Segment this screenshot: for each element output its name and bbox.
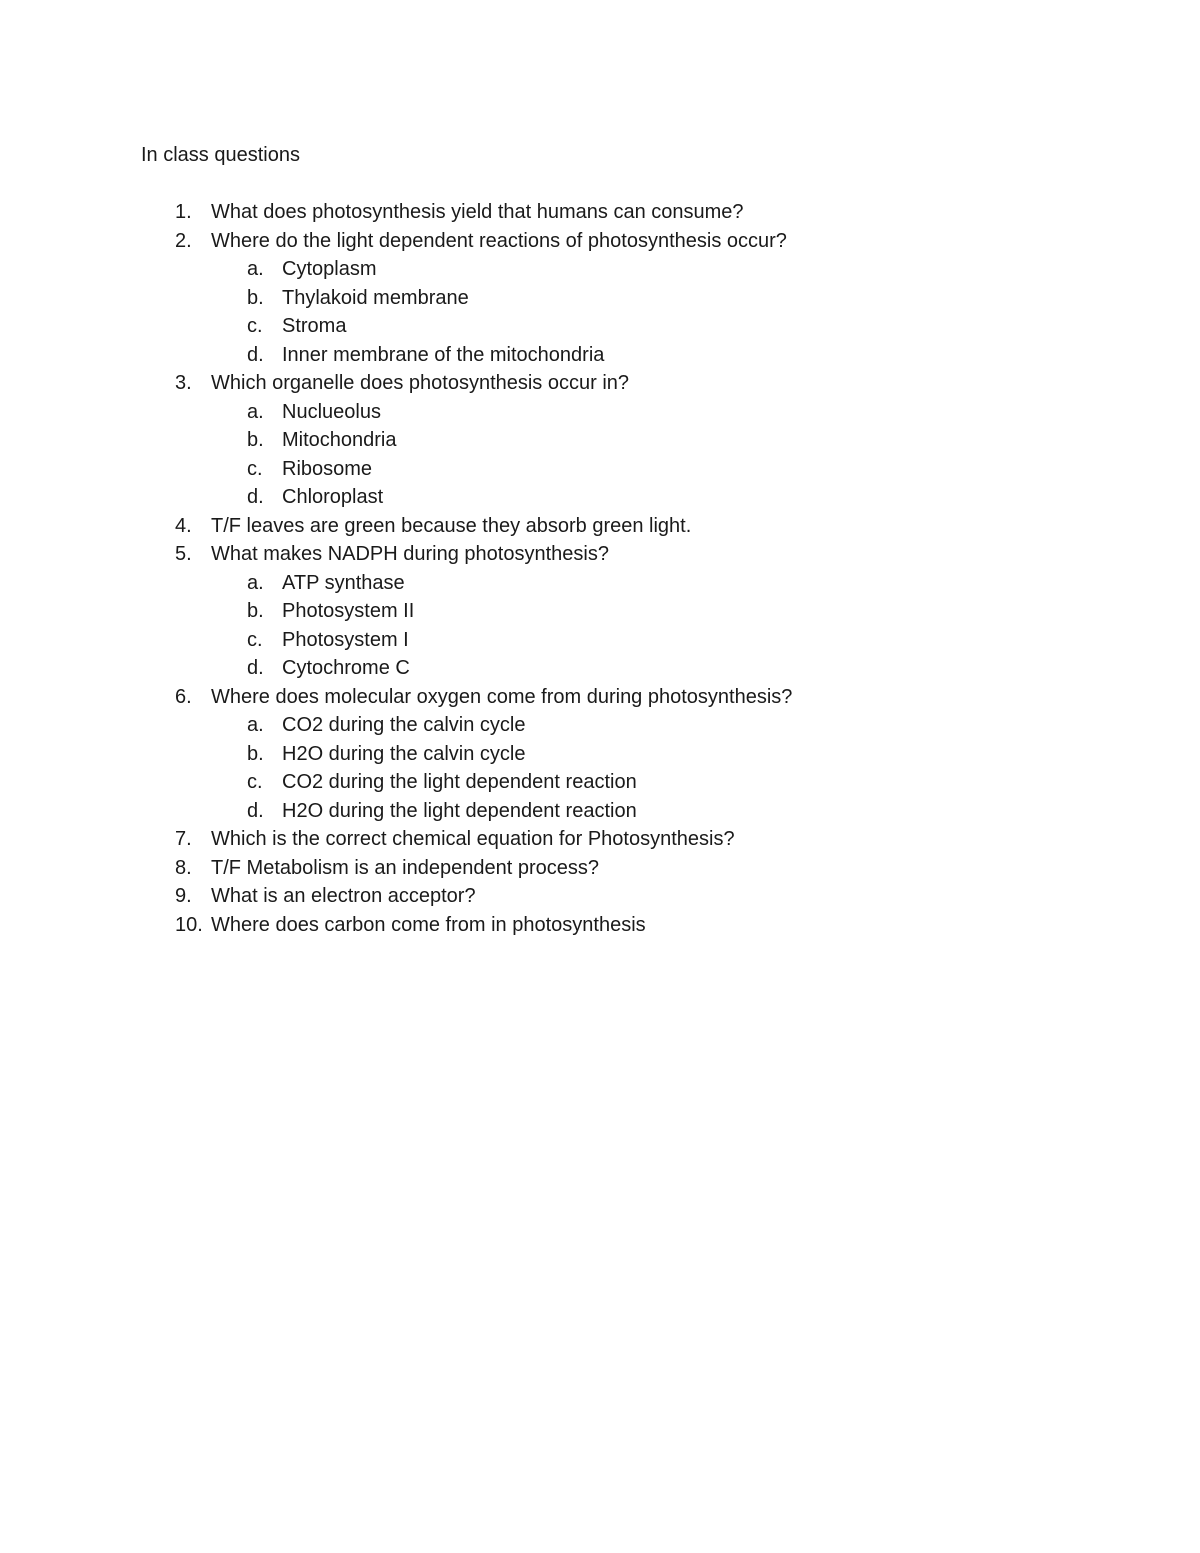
answer-option <box>0 626 1200 655</box>
option-letter: a. <box>247 571 264 594</box>
question-number: 6. <box>175 685 192 708</box>
option-letter: b. <box>247 742 264 765</box>
option-letter: d. <box>247 657 264 679</box>
answer-option <box>0 768 1200 797</box>
question-number: 4. <box>175 514 192 537</box>
question-item <box>0 683 1200 712</box>
question-number: 2. <box>175 229 192 252</box>
question-text: T/F Metabolism is an independent process? <box>211 856 599 879</box>
option-letter: b. <box>247 429 264 451</box>
option-text: Thylakoid membrane <box>282 286 469 309</box>
option-text: ATP synthase <box>282 571 405 594</box>
answer-option <box>0 711 1200 740</box>
question-number: 1. <box>175 201 192 223</box>
question-number: 7. <box>175 828 192 850</box>
option-text: Inner membrane of the mitochondria <box>282 343 605 366</box>
question-text: Where does carbon come from in photosynthesis <box>211 913 646 936</box>
question-text: What is an electron acceptor? <box>211 885 476 907</box>
option-letter: c. <box>247 628 263 651</box>
answer-option <box>0 569 1200 598</box>
question-text: Where do the light dependent reactions of photosynthesis occur? <box>211 229 787 252</box>
question-text: Where does molecular oxygen come from during photosynthesis? <box>211 685 793 708</box>
question-text: Which organelle does photosynthesis occur in? <box>211 372 630 394</box>
option-text: CO2 during the calvin cycle <box>282 714 526 736</box>
question-number: 8. <box>175 856 192 879</box>
question-number: 3. <box>175 372 192 394</box>
option-text: Chloroplast <box>282 486 384 508</box>
question-item <box>0 512 1200 541</box>
question-text: T/F leaves are green because they absorb green light. <box>211 514 692 537</box>
page-title: In class questions <box>141 144 300 166</box>
option-text: Nuclueolus <box>282 400 381 423</box>
question-item <box>0 854 1200 883</box>
option-text: Ribosome <box>282 457 373 480</box>
question-item <box>0 198 1200 227</box>
option-letter: d. <box>247 486 264 508</box>
option-text: Photosystem I <box>282 628 409 651</box>
answer-option <box>0 740 1200 769</box>
answer-option <box>0 483 1200 512</box>
option-text: H2O during the light dependent reaction <box>282 799 637 822</box>
answer-option <box>0 312 1200 341</box>
option-letter: d. <box>247 343 264 366</box>
option-letter: c. <box>247 457 263 480</box>
question-list <box>0 198 1200 939</box>
answer-option <box>0 455 1200 484</box>
question-item <box>0 227 1200 256</box>
option-text: Mitochondria <box>282 429 397 451</box>
option-text: Cytoplasm <box>282 258 377 280</box>
answer-option <box>0 284 1200 313</box>
question-number: 5. <box>175 543 192 565</box>
answer-option <box>0 341 1200 370</box>
answer-option <box>0 797 1200 826</box>
option-text: H2O during the calvin cycle <box>282 742 526 765</box>
question-text: What makes NADPH during photosynthesis? <box>211 543 609 565</box>
option-letter: b. <box>247 286 264 309</box>
option-letter: a. <box>247 714 264 736</box>
question-item <box>0 369 1200 398</box>
question-text: What does photosynthesis yield that humans can consume? <box>211 201 744 223</box>
question-number: 9. <box>175 885 192 907</box>
option-letter: d. <box>247 799 264 822</box>
answer-option <box>0 597 1200 626</box>
option-text: Stroma <box>282 315 347 337</box>
option-text: Photosystem II <box>282 600 415 622</box>
answer-option <box>0 398 1200 427</box>
option-letter: b. <box>247 600 264 622</box>
question-item <box>0 882 1200 911</box>
answer-option <box>0 654 1200 683</box>
answer-option <box>0 426 1200 455</box>
question-text: Which is the correct chemical equation for Photosynthesis? <box>211 828 735 850</box>
question-item <box>0 911 1200 940</box>
answer-option <box>0 255 1200 284</box>
question-item <box>0 825 1200 854</box>
question-item <box>0 540 1200 569</box>
option-letter: a. <box>247 400 264 423</box>
option-text: Cytochrome C <box>282 657 410 679</box>
option-text: CO2 during the light dependent reaction <box>282 771 637 793</box>
question-number: 10. <box>175 913 203 936</box>
option-letter: a. <box>247 258 264 280</box>
option-letter: c. <box>247 315 263 337</box>
option-letter: c. <box>247 771 263 793</box>
